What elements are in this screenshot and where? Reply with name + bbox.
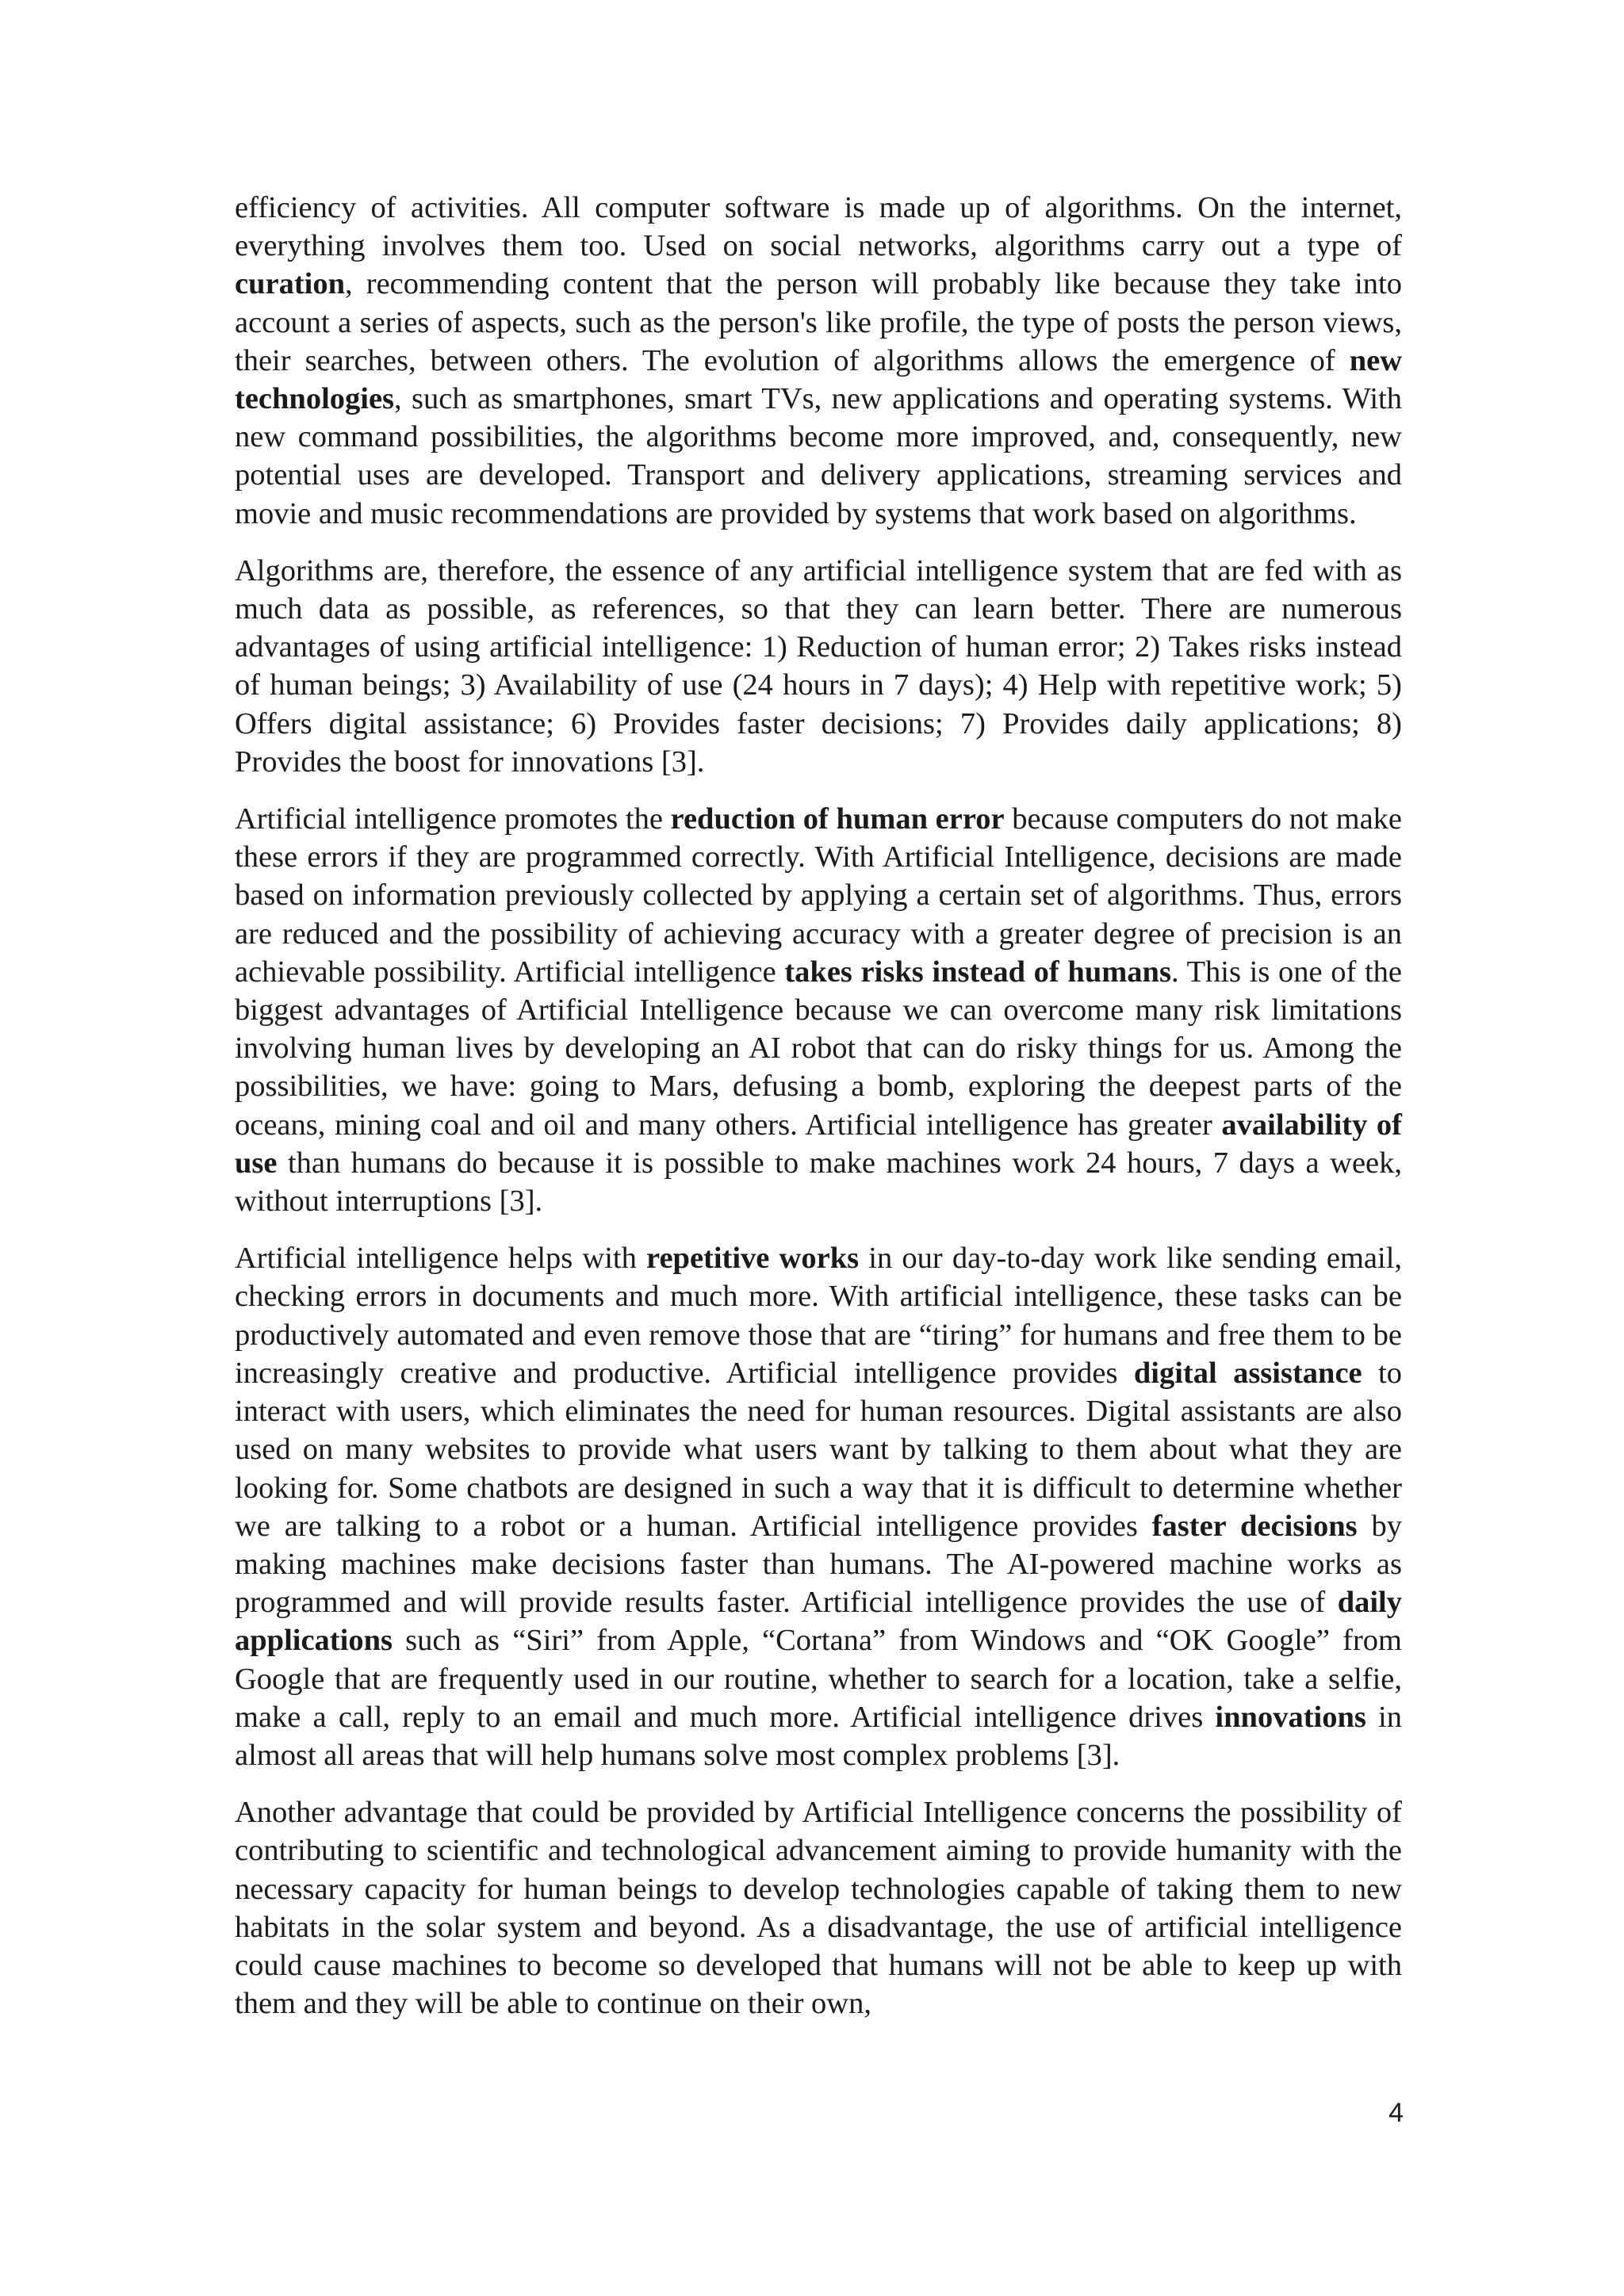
bold-term: digital assistance — [1133, 1356, 1362, 1390]
paragraph — [235, 800, 1402, 1220]
bold-term: curation — [235, 267, 346, 301]
paragraph — [235, 189, 1402, 533]
text-run: to interact with users, which eliminates the need for human resources. Digital assistants are also used on many websites to provide what users want by talking to them about what they are looking for. Some chatbots are designed in such a way that it is difficult to determine whether we are talking to a robot or a human. Artificial intelligence provides — [235, 1356, 1402, 1543]
text-run: than humans do because it is possible to make machines work 24 hours, 7 days a week, without interruptions [3]. — [235, 1146, 1402, 1219]
text-run: Algorithms are, therefore, the essence of any artificial intelligence system that are fed with as much data as possible, as references, so that they can learn better. There are numerous advantages of using artificial intelligence: 1) Reduction of human error; 2) Takes risks instead of human beings; 3) Availability of use (24 hours in 7 days); 4) Help with repetitive work; 5) Offers digital assistance; 6) Provides faster decisions; 7) Provides daily applications; 8) Provides the boost for innovations [3]. — [235, 553, 1402, 779]
text-run: Another advantage that could be provided by Artificial Intelligence concerns the possibility of contributing to scientific and technological advancement aiming to provide humanity with the necessary capacity for human beings to develop technologies capable of taking them to new habitats in the solar system and beyond. As a disadvantage, the use of artificial intelligence could cause machines to become so developed that humans will not be able to keep up with them and they will be able to continue on their own, — [235, 1796, 1402, 2021]
text-run: , recommending content that the person will probably like because they take into account a series of aspects, such as the person's like profile, the type of posts the person views, their searches, between others. The evolution of algorithms allows the emergence of — [235, 267, 1402, 377]
bold-term: innovations — [1215, 1700, 1366, 1734]
bold-term: availability of use — [235, 1108, 1402, 1180]
bold-term: new technologies — [235, 343, 1402, 416]
body-text — [235, 189, 1402, 2022]
text-run: Artificial intelligence helps with — [235, 1242, 647, 1276]
bold-term: repetitive works — [646, 1242, 860, 1276]
text-run: in almost all areas that will help humans solve most complex problems [3]. — [235, 1700, 1402, 1772]
bold-term: takes risks instead of humans — [784, 955, 1171, 989]
text-run: by making machines make decisions faster than humans. The AI-powered machine works as programmed and will provide results faster. Artificial intelligence provides the use of — [235, 1509, 1402, 1620]
text-run: efficiency of activities. All computer software is made up of algorithms. On the internet, everything involves them too. Used on social networks, algorithms carry out a type of — [235, 191, 1402, 263]
text-run: . This is one of the biggest advantages of Artificial Intelligence because we can overcome many risk limitations involving human lives by developing an AI robot that can do risky things for us. Among the possibilities, we have: going to Mars, defusing a bomb, exploring the deepest parts of the oceans, mining coal and oil and many others. Artificial intelligence has greater — [235, 955, 1402, 1142]
text-run: such as “Siri” from Apple, “Cortana” from Windows and “OK Google” from Google that are frequently used in our routine, whether to search for a location, take a selfie, make a call, reply to an email and much more. Artificial intelligence drives — [235, 1624, 1402, 1734]
page-number: 4 — [1388, 2098, 1404, 2128]
paragraph — [235, 552, 1402, 781]
text-run: because computers do not make these errors if they are programmed correctly. With Artificial Intelligence, decisions are made based on information previously collected by applying a certain set of algorithms. Thus, errors are reduced and the possibility of achieving accuracy with a greater degree of precision is an achievable possibility. Artificial intelligence — [235, 802, 1403, 989]
paragraph — [235, 1793, 1402, 2022]
text-run: , such as smartphones, smart TVs, new applications and operating systems. With new command possibilities, the algorithms become more improved, and, consequently, new potential uses are developed. Transport and delivery applications, streaming services and movie and music recommendations are provided by systems that work based on algorithms. — [235, 382, 1402, 530]
bold-term: daily applications — [235, 1586, 1402, 1658]
bold-term: faster decisions — [1151, 1509, 1358, 1543]
text-run: Artificial intelligence promotes the — [235, 802, 671, 836]
paragraph — [235, 1239, 1402, 1774]
text-run: in our day-to-day work like sending email, checking errors in documents and much more. With artificial intelligence, these tasks can be productively automated and even remove those that are “tiring” for humans and free them to be increasingly creative and productive. Artificial intelligence provides — [235, 1242, 1403, 1390]
bold-term: reduction of human error — [670, 802, 1005, 836]
